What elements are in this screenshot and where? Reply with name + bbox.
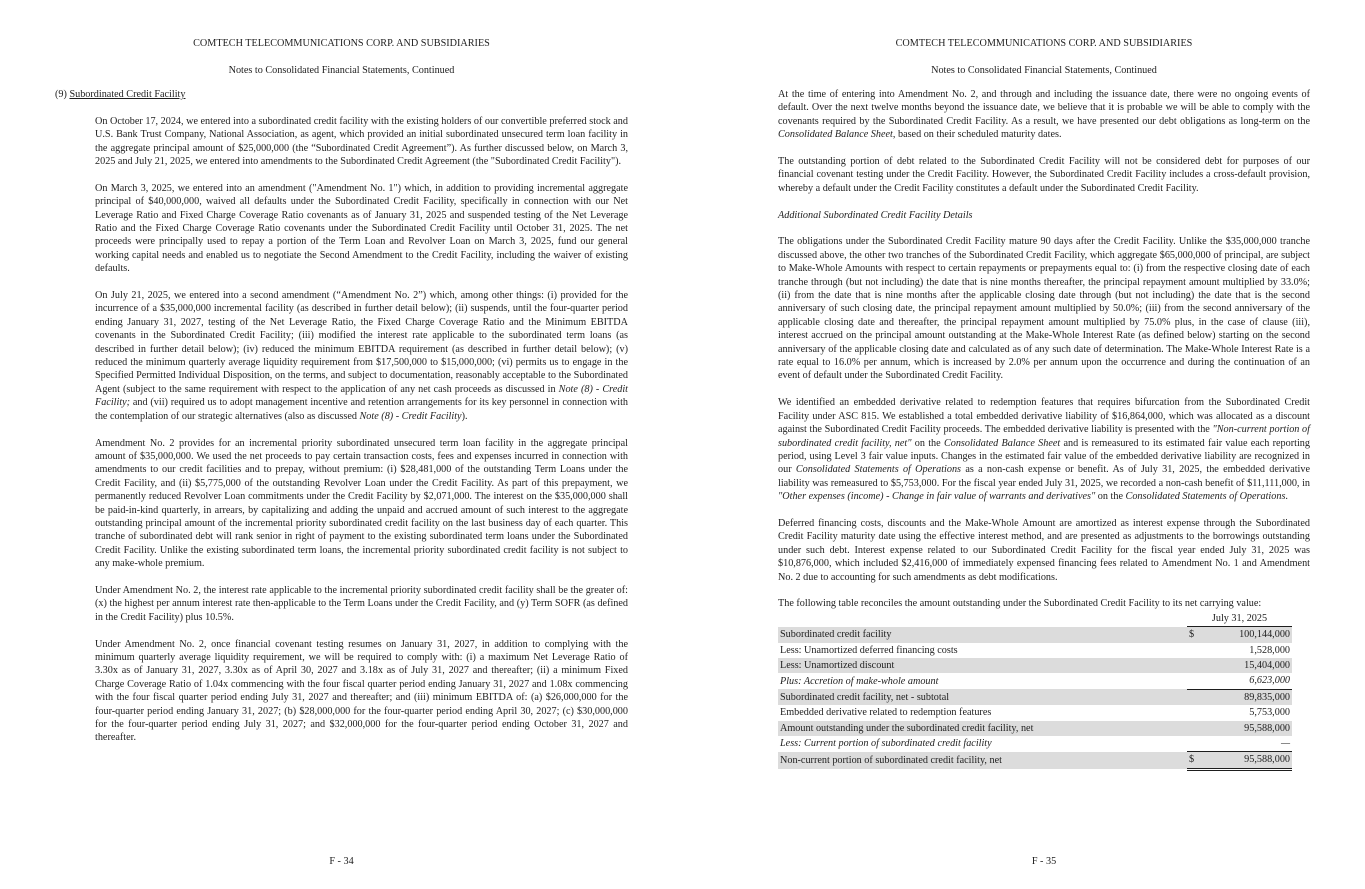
page-number: F - 34	[329, 856, 354, 867]
row-label: Less: Unamortized deferred financing costs	[780, 644, 958, 656]
currency-symbol	[1187, 689, 1203, 705]
row-label: Amount outstanding under the subordinated credit facility, net	[778, 721, 1187, 736]
paragraph-5: Deferred financing costs, discounts and the Make-Whole Amount are amortized as interest expense through the Subordinated Credit Facility maturity date using the effective interest method, and are presented as adjustments to the borrowings outstanding under such debt. Interest expense related to our Subordinated Credit Facility for the fiscal year ended July 31, 2025 was $10,876,000, which included $2,416,000 of immediately expensed financing fees related to Amendment No. 1 and Amendment No. 2 due to accounting for such amendments as debt modifications.	[778, 517, 1310, 583]
row-label: Less: Unamortized discount	[778, 658, 1187, 673]
row-amount: —	[1203, 736, 1292, 752]
row-amount: 95,588,000	[1203, 721, 1292, 736]
currency-symbol	[1187, 736, 1203, 752]
paragraph-1: On October 17, 2024, we entered into a subordinated credit facility with the existing holders of our convertible preferred stock and U.S. Bank Trust Company, National Association, as agent, which provided an initial subordinated unsecured term loan facility in the aggregate principal amount of $25,000,000 (the “Subordinated Credit Agreement”). As further discussed below, on March 3, 2025 and July 21, 2025, we entered into amendments to the Subordinated Credit Agreement (the "Subordinated Credit Facility").	[95, 115, 628, 168]
company-header: COMTECH TELECOMMUNICATIONS CORP. AND SUBSIDIARIES	[193, 38, 490, 49]
currency-symbol	[1187, 673, 1203, 689]
subheading: Additional Subordinated Credit Facility Details	[778, 209, 973, 221]
page-number: F - 35	[1031, 856, 1057, 867]
row-amount: 15,404,000	[1203, 658, 1292, 673]
notes-title: Notes to Consolidated Financial Statements, Continued	[931, 65, 1157, 76]
currency-symbol	[1187, 643, 1203, 658]
section-heading	[55, 88, 628, 101]
row-label: Non-current portion of subordinated credit facility, net	[778, 752, 1187, 769]
paragraph-1: At the time of entering into Amendment No. 2, and through and including the issuance date, there were no ongoing events of default. Over the next twelve months beyond the issuance date, we believe that it is probable we will be able to comply with the covenants required by the Subordinated Credit Facility. As a result, we have presented our debt obligations as long-term on the Consolidated Balance Sheet, based on their scheduled maturity dates.	[778, 89, 1310, 141]
row-label: Embedded derivative related to redemption features	[780, 707, 992, 719]
page-body	[778, 88, 1310, 771]
reconciliation-table	[778, 611, 1292, 771]
row-amount: 89,835,000	[1203, 689, 1292, 705]
row-label: Less: Current portion of subordinated credit facility	[780, 738, 992, 750]
table-row	[778, 689, 1292, 705]
paragraph-4: We identified an embedded derivative related to redemption features that requires bifurcation from the Subordinated Credit Facility under ASC 815. We established a total embedded derivative liability of $16,864,000, which was allocated as a discount against the Subordinated Credit Facility proceeds. The embedded derivative liability is presented with the "Non-current portion of subordinated credit facility, net" on the Consolidated Balance Sheet and is remeasured to its estimated fair value each reporting period, using Level 3 fair value inputs. Changes in the estimated fair value of the embedded derivative liability are recognized in our Consolidated Statements of Operations as a non-cash expense or benefit. As of July 31, 2025, the embedded derivative liability was remeasured to $5,753,000. For the fiscal year ended July 31, 2025, we recorded a non-cash benefit of $11,111,000, in "Other expenses (income) - Change in fair value of warrants and derivatives" on the Consolidated Statements of Operations.	[778, 397, 1310, 503]
page-f34	[55, 0, 628, 889]
table-row	[778, 721, 1292, 736]
table-row	[778, 673, 1292, 689]
currency-symbol	[1187, 658, 1203, 673]
table-row	[778, 627, 1292, 643]
note-8-reference: Note (8) - Credit Facility	[359, 410, 462, 422]
paragraph-6: The following table reconciles the amount outstanding under the Subordinated Credit Facility to its net carrying value:	[778, 598, 1262, 610]
paragraph-2: The outstanding portion of debt related to the Subordinated Credit Facility will not be considered debt for purposes of our financial covenant testing under the Credit Facility. However, the Subordinated Credit Facility includes a cross-default provision, whereby a default under the Credit Facility constitutes a default under the Subordinated Credit Facility.	[778, 156, 1310, 194]
row-label: Subordinated credit facility, net - subtotal	[778, 689, 1187, 705]
row-amount: 100,144,000	[1203, 627, 1292, 643]
note-8-reference: Note (8) - Credit Facility;	[95, 383, 628, 409]
table-row	[778, 658, 1292, 673]
paragraph-3: On July 21, 2025, we entered into a second amendment (“Amendment No. 2”) which, among other things: (i) provided for the incurrence of a $35,000,000 incremental facility (as described in further detail below); (ii) suspends, until the four-quarter period ending January 31, 2027, testing of the Net Leverage Ratio, the Fixed Charge Coverage Ratio and the Minimum EBITDA covenants in the Subordinated Credit Facility; (iii) modified the interest rate applicable to the subordinated term loans (as described in further detail below); (iv) reduced the minimum EBITDA requirement (as described in further detail below); (v) reduced the minimum quarterly average liquidity requirement from $17,500,000 to $15,000,000; (vi) permits us to engage in the Specified Permitted Individual Disposition, on the terms, and subject to documentation, reasonably acceptable to the Subordinated Agent (subject to the same requirement with respect to the application of any net cash proceeds as discussed in Note (8) - Credit Facility; and (vii) required us to adopt management incentive and retention arrangements for its key personnel in connection with the contemplation of our strategic alternatives (also as discussed Note (8) - Credit Facility).	[95, 290, 628, 422]
paragraph-3: The obligations under the Subordinated Credit Facility mature 90 days after the Credit Facility. Unlike the $35,000,000 tranche discussed above, the other two tranches of the Subordinated Credit Facility, which aggregate $65,000,000 of principal, are subject to Make-Whole Amounts with respect to certain repayments or prepayments equal to: (i) from the respective closing date of each tranche through (but not including) the date that is nine months thereafter, the principal repayment amount multiplied by 33.0%; (ii) from the date that is nine months after the applicable closing date through (but not including) the date that is the second anniversary of such closing date, the principal repayment amount multiplied by 50.0%; (iii) from the second anniversary of the applicable closing date and thereafter, the principal repayment amount multiplied by 75.0% plus, in the case of clause (iii), interest accrued on the principal amount outstanding at the Make-Whole Interest Rate (as defined below) starting on the second anniversary of the applicable closing date and calculated as of any such date of determination. The Make-Whole Interest Rate is a rate equal to 16.0% per annum, which is increased by 2.0% per annum upon the occurrence and during the continuation of an event of default under the Subordinated Credit Facility.	[778, 236, 1310, 382]
currency-symbol: $	[1187, 627, 1203, 643]
paragraph-5: Under Amendment No. 2, the interest rate applicable to the incremental priority subordinated credit facility shall be the greater of: (x) the highest per annum interest rate then-applicable to the Term Loans under the Credit Facility, and (y) Term SOFR (as defined in the Credit Facility) plus 10.5%.	[95, 584, 628, 623]
paragraph-6: Under Amendment No. 2, once financial covenant testing resumes on January 31, 2027, in addition to complying with the minimum quarterly average liquidity requirement, we will be required to comply with: (i) a maximum Net Leverage Ratio of 3.30x as of January 31, 2027, 3.30x as of April 30, 2027 and 3.18x as of July 31, 2027 and thereafter; (ii) a minimum Fixed Charge Coverage Ratio of 1.04x commencing with the four fiscal quarter period ending January 31, 2027 and 1.08x commencing with the four fiscal quarter period ending July 31, 2027 and thereafter; and (iii) minimum EBITDA of: (a) $26,000,000 for the four-quarter period ending January 31, 2027; (b) $28,000,000 for the four-quarter period ending April 30, 2027; (c) $30,000,000 for the four-quarter period ending July 31, 2027; and $32,000,000 for the four-quarter period ending October 31, 2027 and thereafter.	[95, 638, 628, 744]
table-row	[778, 736, 1292, 752]
currency-symbol: $	[1187, 752, 1203, 769]
row-label: Subordinated credit facility	[778, 627, 1187, 643]
row-amount: 95,588,000	[1203, 752, 1292, 769]
row-label: Plus: Accretion of make-whole amount	[780, 675, 939, 687]
table-row	[778, 752, 1292, 769]
page-f35	[778, 0, 1310, 889]
row-amount: 5,753,000	[1249, 707, 1290, 719]
row-amount: 1,528,000	[1249, 644, 1290, 656]
paragraph-4: Amendment No. 2 provides for an incremental priority subordinated unsecured term loan facility in the aggregate principal amount of $35,000,000. We used the net proceeds to pay certain transaction costs, fees and expenses incurred in connection with amendments to our credit facilities and to prepay, without premium: (i) $28,481,000 of the outstanding Term Loans under the Credit Facility, and (ii) $5,775,000 of the outstanding Revolver Loan under the Credit Facility. As part of this prepayment, we permanently reduced Revolver Loan commitments under the Credit Facility by $2,071,000. The interest on the $35,000,000 shall be paid-in-kind quarterly, in arrears, by capitalizing and adding the unpaid and accrued amount of such interest to the aggregate outstanding principal amount of the incremental priority subordinated credit facility on the last business day of each quarter. This tranche of subordinated debt will rank senior in right of payment to the existing subordinated term loans under the Subordinated Credit Facility. Unlike the existing subordinated term loans, the incremental priority subordinated credit facility is not subject to any make-whole premium.	[95, 437, 628, 570]
section-number: (9)	[55, 89, 67, 100]
balance-sheet-reference: Consolidated Balance Sheet	[778, 129, 893, 141]
row-amount: 6,623,000	[1203, 673, 1292, 689]
currency-symbol	[1187, 721, 1203, 736]
page-body	[55, 88, 628, 758]
paragraph-2: On March 3, 2025, we entered into an amendment ("Amendment No. 1") which, in addition to providing incremental aggregate principal of $40,000,000, waived all defaults under the Subordinated Credit Facility, specifically in connection with our Net Leverage Ratio and Fixed Charge Coverage Ratio covenants as of January 31, 2025 and suspended testing of the Net Leverage Ratio and the Fixed Charge Coverage Ratio covenants under the Subordinated Credit Facility until October 31, 2025. The net proceeds were principally used to repay a portion of the Term Loan and Revolver Loan on March 3, 2025, fund our general working capital needs and enabled us to negotiate the Second Amendment to the Credit Facility, including the waiver of existing defaults.	[95, 182, 628, 275]
section-title: Subordinated Credit Facility	[69, 89, 186, 100]
table-header-row	[778, 611, 1292, 627]
notes-title: Notes to Consolidated Financial Statements, Continued	[228, 65, 455, 76]
currency-symbol	[1187, 705, 1203, 720]
table-row	[778, 705, 1292, 720]
column-header: July 31, 2025	[1187, 611, 1292, 627]
company-header: COMTECH TELECOMMUNICATIONS CORP. AND SUBSIDIARIES	[895, 38, 1193, 49]
table-row	[778, 643, 1292, 658]
